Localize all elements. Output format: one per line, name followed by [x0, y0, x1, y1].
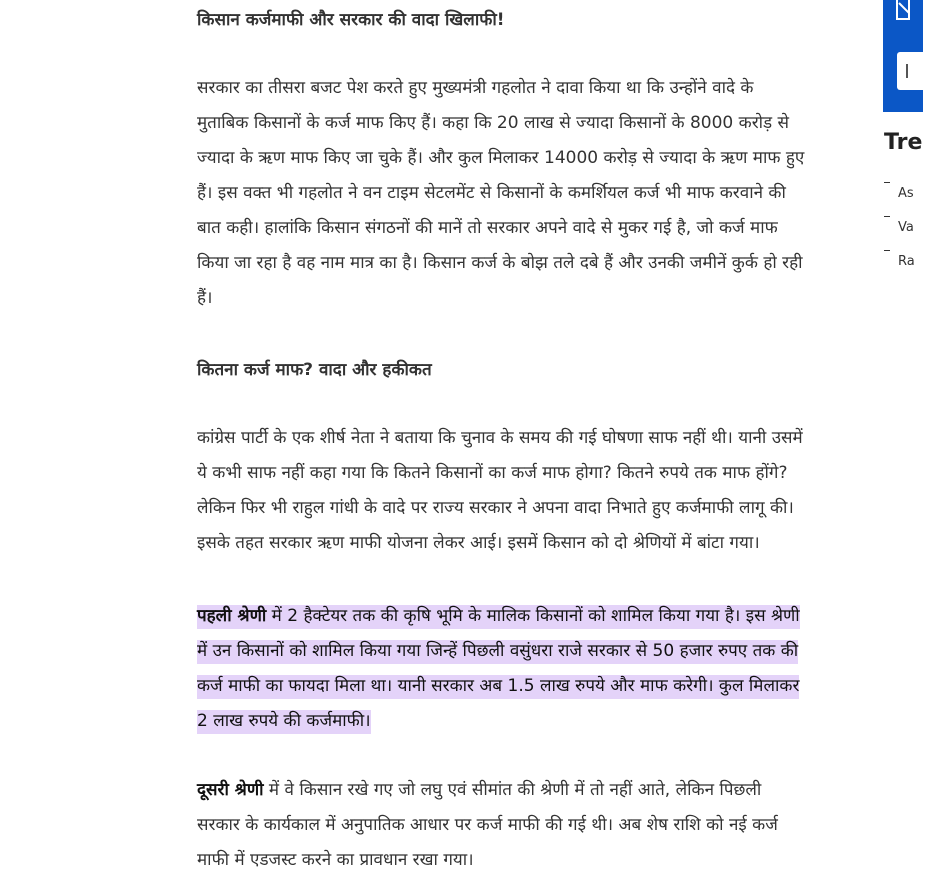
paragraph-line: बात कही। हालांकि किसान संगठनों की मानें तो सरकार अपने वादे से मुकर गई है, जो कर्ज माफ	[197, 218, 778, 238]
paragraph-line: लेकिन फिर भी राहुल गांधी के वादे पर राज्य सरकार ने अपना वादा निभाते हुए कर्जमाफी लागू की।	[197, 498, 794, 518]
trending-item-label[interactable]: As	[898, 186, 914, 201]
paragraph-line: कांग्रेस पार्टी के एक शीर्ष नेता ने बताया कि चुनाव के समय की गई घोषणा साफ नहीं थी। यानी उसमें	[197, 428, 803, 448]
section-heading: कितना कर्ज माफ? वादा और हकीकत	[197, 360, 432, 380]
paragraph-line: इसके तहत सरकार ऋण माफी योजना लेकर आई। इसमें किसान को दो श्रेणियों में बांटा गया।	[197, 533, 760, 553]
bullet-dash	[884, 250, 890, 251]
paragraph-line	[197, 669, 857, 704]
bullet-dash	[884, 216, 890, 217]
paragraph-budget	[197, 71, 857, 316]
paragraph-first-category	[197, 599, 857, 739]
category-label: दूसरी श्रेणी	[197, 780, 264, 800]
paragraph-line: किया जा रहा है वह नाम मात्र का है। किसान कर्ज के बोझ तले दबे हैं और उनकी जमीनें कुर्क हो रही	[197, 253, 803, 273]
paragraph-line	[197, 773, 857, 808]
trending-item-label[interactable]: Va	[898, 220, 914, 235]
highlighted-text: 2 लाख रुपये की कर्जमाफी।	[197, 710, 371, 734]
trending-item-label[interactable]: Ra	[898, 254, 915, 269]
paragraph-text: में वे किसान रखे गए जो लघु एवं सीमांत की श्रेणी में तो नहीं आते, लेकिन पिछली	[263, 780, 762, 800]
text-cursor	[906, 64, 908, 78]
paragraph-line: सरकार के कार्यकाल में अनुपातिक आधार पर कर्ज माफी की गई थी। अब शेष राशि को नई कर्ज	[197, 815, 778, 835]
bullet-dash	[884, 182, 890, 183]
trending-heading: Tre	[884, 130, 923, 155]
highlighted-text: कर्ज माफी का फायदा मिला था। यानी सरकार अब 1.5 लाख रुपये और माफ करेगी। कुल मिलाकर	[197, 675, 799, 699]
paragraph-promise	[197, 421, 857, 561]
paragraph-line: ज्यादा के ऋण माफ किए जा चुके हैं। और कुल मिलाकर 14000 करोड़ से ज्यादा के ऋण माफ हुए	[197, 148, 805, 168]
paragraph-line: मुताबिक किसानों के कर्ज माफ किए हैं। कहा कि 20 लाख से ज्यादा किसानों के 8000 करोड़ से	[197, 113, 790, 133]
paragraph-line: ये कभी साफ नहीं कहा गया कि कितने किसानों का कर्ज माफ होगा? कितने रुपये तक माफ होंगे?	[197, 463, 788, 483]
section-heading: किसान कर्जमाफी और सरकार की वादा खिलाफी!	[197, 10, 505, 30]
paragraph-line	[197, 704, 857, 739]
paragraph-line: माफी में एडजस्ट करने का प्रावधान रखा गया।	[197, 850, 474, 870]
paragraph-line: सरकार का तीसरा बजट पेश करते हुए मुख्यमंत्री गहलोत ने दावा किया था कि उन्होंने वादे के	[197, 78, 754, 98]
paragraph-line	[197, 634, 857, 669]
highlighted-text: में उन किसानों को शामिल किया गया जिन्हें पिछली वसुंधरा राजे सरकार से 50 हजार रुपए तक की	[197, 640, 798, 664]
paragraph-line	[197, 599, 857, 634]
paragraph-second-category	[197, 773, 857, 878]
email-input[interactable]	[897, 52, 927, 90]
paragraph-line: हैं। इस वक्त भी गहलोत ने वन टाइम सेटलमेंट से किसानों के कमर्शियल कर्ज भी माफ करवाने की	[197, 183, 786, 203]
newsletter-panel	[883, 0, 923, 112]
mail-icon	[896, 0, 910, 20]
highlighted-text: में 2 हैक्टेयर तक की कृषि भूमि के मालिक किसानों को शामिल किया गया है। इस श्रेणी	[266, 606, 800, 626]
category-label: पहली श्रेणी	[197, 606, 267, 626]
paragraph-line: हैं।	[197, 288, 213, 308]
